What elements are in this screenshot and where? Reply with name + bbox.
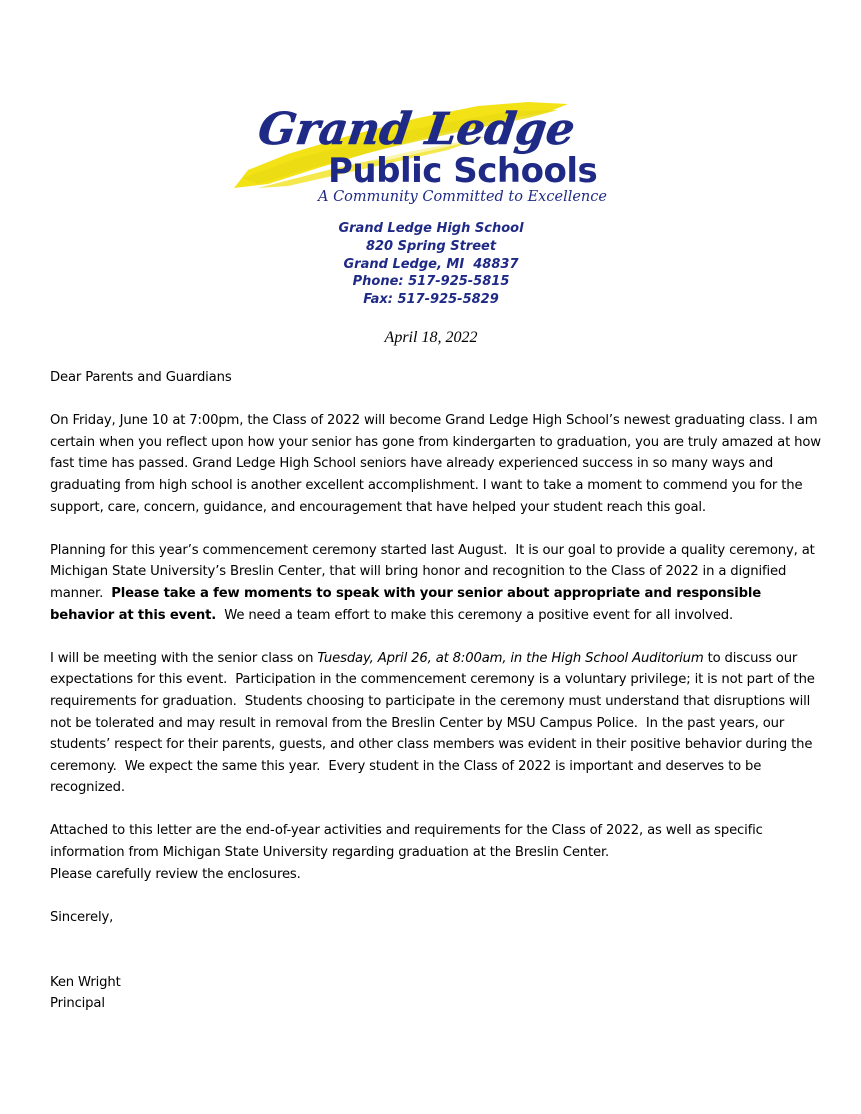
salutation: Dear Parents and Guardians	[50, 370, 232, 385]
paragraph-2-text-end: We need a team effort to make this ceremony a positive event for all involved.	[216, 607, 734, 623]
letter-date: April 18, 2022	[384, 329, 478, 346]
paragraph-4-line-2: Please carefully review the enclosures.	[50, 866, 301, 882]
logo-line1: Grand Ledge	[255, 103, 579, 155]
paragraph-1: On Friday, June 10 at 7:00pm, the Class of 2022 will become Grand Ledge High School’s newest graduating class. I am certain when you reflect upon how your senior has gone from kindergarten to graduation, you are truly amazed at how fast time has passed. Grand Ledge High School seniors have already experienced success in so many ways and graduating from high school is another excellent accomplishment. I want to take a moment to commend you for the support, care, concern, guidance, and encouragement that have helped your student reach this goal.	[50, 413, 821, 515]
city-state-zip: Grand Ledge, MI 48837	[343, 256, 519, 272]
logo-line2: Public Schools	[328, 151, 598, 191]
street-address: 820 Spring Street	[365, 238, 497, 254]
paragraph-3-text: I will be meeting with the senior class on	[50, 650, 318, 666]
fax-number: Fax: 517-925-5829	[363, 292, 499, 308]
logo-tagline: A Community Committed to Excellence	[318, 189, 607, 205]
meeting-details: Tuesday, April 26, at 8:00am, in the High School Auditorium	[317, 650, 704, 666]
paragraph-3	[50, 648, 822, 799]
signer-title: Principal	[50, 996, 105, 1012]
school-name: Grand Ledge High School	[338, 221, 524, 236]
paragraph-3-text-end: to discuss our expectations for this event. Participation in the commencement ceremony is a voluntary privilege; it is not part of the requirements for graduation. Students choosing to participate in the ceremony must understand that disruptions will not be tolerated and may result in removal from the Breslin Center by MSU Campus Police. In the past years, our students’ respect for their parents, guests, and other class members was evident in their positive behavior during the ceremony. We expect the same this year. Every student in the Class of 2022 is important and deserves to be recognized.	[50, 650, 819, 796]
paragraph-2	[50, 540, 822, 626]
address-block	[230, 220, 632, 309]
signer-name: Ken Wright	[50, 974, 121, 990]
paragraph-4-line-1: Attached to this letter are the end-of-year activities and requirements for the Class of 2022, as well as specific information from Michigan State University regarding graduation at the Breslin Center.	[50, 823, 763, 861]
paragraph-2-text: Planning for this year’s commencement ceremony started last August. It is our goal to provide a quality ceremony, at Michigan State University’s Breslin Center, that will bring honor and recognition to the Class of 2022 in a dignified manner.	[50, 542, 819, 601]
closing: Sincerely,	[50, 909, 114, 925]
signature-space	[50, 950, 822, 972]
letter-body	[50, 367, 822, 1015]
phone-number: Phone: 517-925-5815	[352, 274, 510, 290]
logo-graphic	[228, 92, 638, 212]
school-logo	[228, 92, 638, 212]
paragraph-2-bold: Please take a few moments to speak with your senior about appropriate and responsible behavior at this event.	[50, 585, 762, 623]
paragraph-4	[50, 820, 822, 885]
